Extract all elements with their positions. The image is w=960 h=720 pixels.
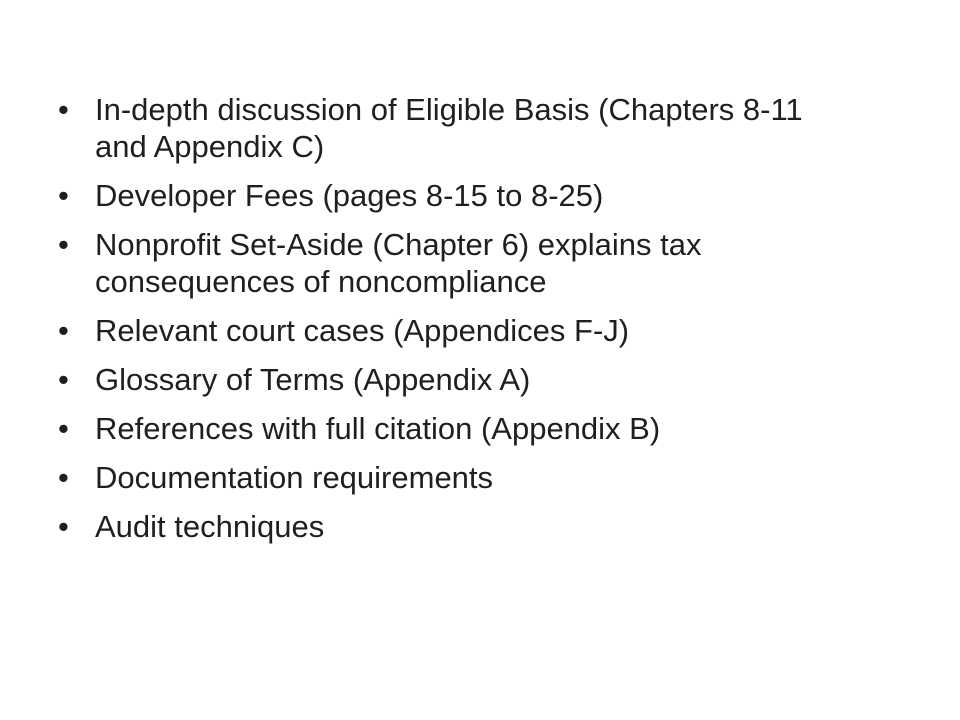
bullet-item-audit-techniques xyxy=(58,508,858,545)
bullet-item-documentation xyxy=(58,459,858,496)
bullet-text: In-depth discussion of Eligible Basis (Chapters 8-11 and Appendix C) xyxy=(95,92,803,164)
bullet-text: Developer Fees (pages 8-15 to 8-25) xyxy=(95,178,604,213)
bullet-icon: • xyxy=(58,509,69,544)
bullet-text: Relevant court cases (Appendices F-J) xyxy=(95,313,630,348)
bullet-icon: • xyxy=(58,178,69,213)
bullet-item-eligible-basis xyxy=(58,91,858,165)
bullet-item-references xyxy=(58,410,858,447)
bullet-text: Audit techniques xyxy=(95,509,325,544)
bullet-item-developer-fees xyxy=(58,177,858,214)
bullet-item-court-cases xyxy=(58,312,858,349)
bullet-list xyxy=(58,91,858,557)
bullet-text: Nonprofit Set-Aside (Chapter 6) explains tax consequences of noncompliance xyxy=(95,227,702,299)
bullet-icon: • xyxy=(58,227,69,262)
bullet-text: Glossary of Terms (Appendix A) xyxy=(95,362,531,397)
bullet-text: Documentation requirements xyxy=(95,460,494,495)
bullet-icon: • xyxy=(58,92,69,127)
bullet-text: References with full citation (Appendix B) xyxy=(95,411,661,446)
bullet-item-nonprofit-set-aside xyxy=(58,226,858,300)
bullet-item-glossary xyxy=(58,361,858,398)
bullet-icon: • xyxy=(58,362,69,397)
bullet-icon: • xyxy=(58,411,69,446)
bullet-icon: • xyxy=(58,460,69,495)
bullet-icon: • xyxy=(58,313,69,348)
